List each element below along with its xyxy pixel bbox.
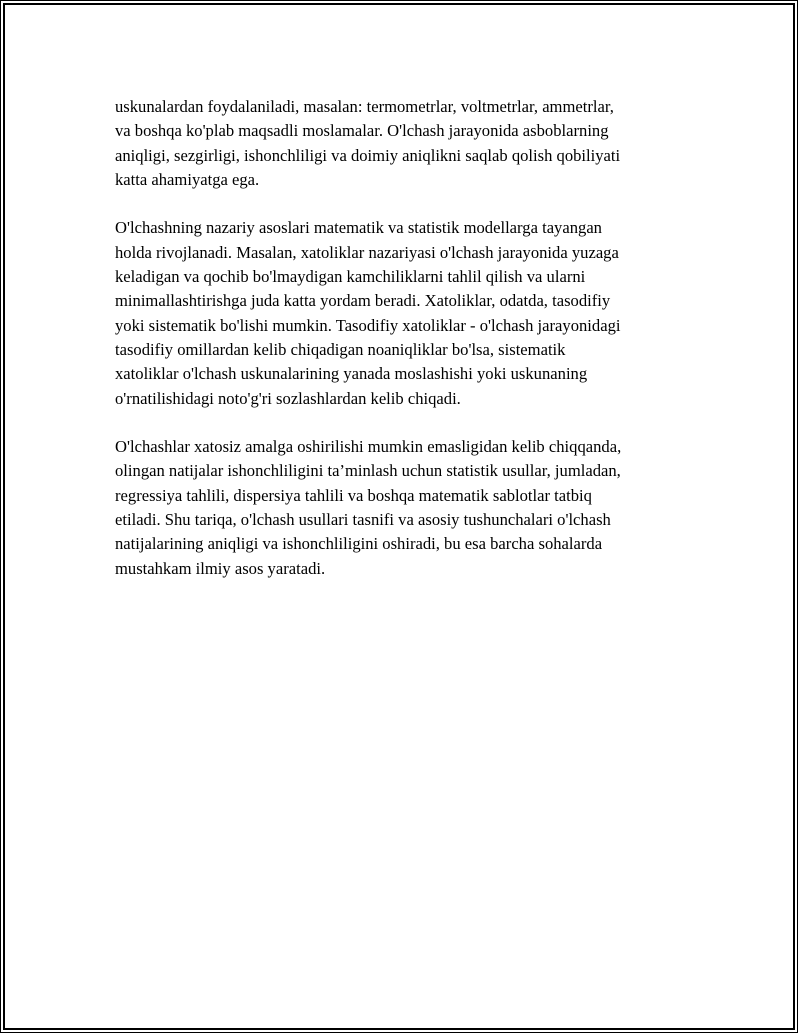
text-line: aniqligi, sezgirligi, ishonchliligi va doimiy aniqlikni saqlab qolish qobiliyati (115, 145, 621, 165)
text-line: uskunalardan foydalaniladi, masalan: termometrlar, voltmetrlar, ammetrlar, (115, 97, 614, 116)
text-line: tasodifiy omillardan kelib chiqadigan noaniqliklar bo'lsa, sistematik (115, 339, 566, 359)
text-line: o'rnatilishidagi noto'g'ri sozlashlardan kelib chiqadi. (115, 388, 461, 408)
document-body (115, 95, 695, 605)
text-line: katta ahamiyatga ega. (115, 169, 260, 189)
text-line: olingan natijalar ishonchliligini ta’minlash uchun statistik usullar, jumladan, (115, 461, 621, 481)
text-line: keladigan va qochib bo'lmaydigan kamchiliklarni tahlil qilish va ularni (115, 267, 586, 287)
text-line: yoki sistematik bo'lishi mumkin. Tasodifiy xatoliklar - o'lchash jarayonidagi (115, 315, 621, 335)
text-line: natijalarining aniqligi va ishonchliligini oshiradi, bu esa barcha sohalarda (115, 534, 603, 554)
text-line: O'lchashning nazariy asoslari matematik va statistik modellarga tayangan (115, 218, 602, 238)
text-line: O'lchashlar xatosiz amalga oshirilishi mumkin emasligidan kelib chiqqanda, (115, 437, 622, 457)
text-line: etiladi. Shu tariqa, o'lchash usullari tasnifi va asosiy tushunchalari o'lchash (115, 510, 611, 530)
paragraph-3 (115, 435, 695, 581)
text-line: xatoliklar o'lchash uskunalarining yanada moslashishi yoki uskunaning (115, 364, 588, 384)
paragraph-1 (115, 95, 695, 192)
text-line: holda rivojlanadi. Masalan, xatoliklar nazariyasi o'lchash jarayonida yuzaga (115, 242, 619, 262)
paragraph-2 (115, 216, 695, 410)
text-line: mustahkam ilmiy asos yaratadi. (115, 558, 326, 578)
text-line: regressiya tahlili, dispersiya tahlili va boshqa matematik sablotlar tatbiq (115, 485, 592, 505)
text-line: va boshqa ko'plab maqsadli moslamalar. O'lchash jarayonida asboblarning (115, 121, 609, 141)
text-line: minimallashtirishga juda katta yordam beradi. Xatoliklar, odatda, tasodifiy (115, 291, 611, 311)
